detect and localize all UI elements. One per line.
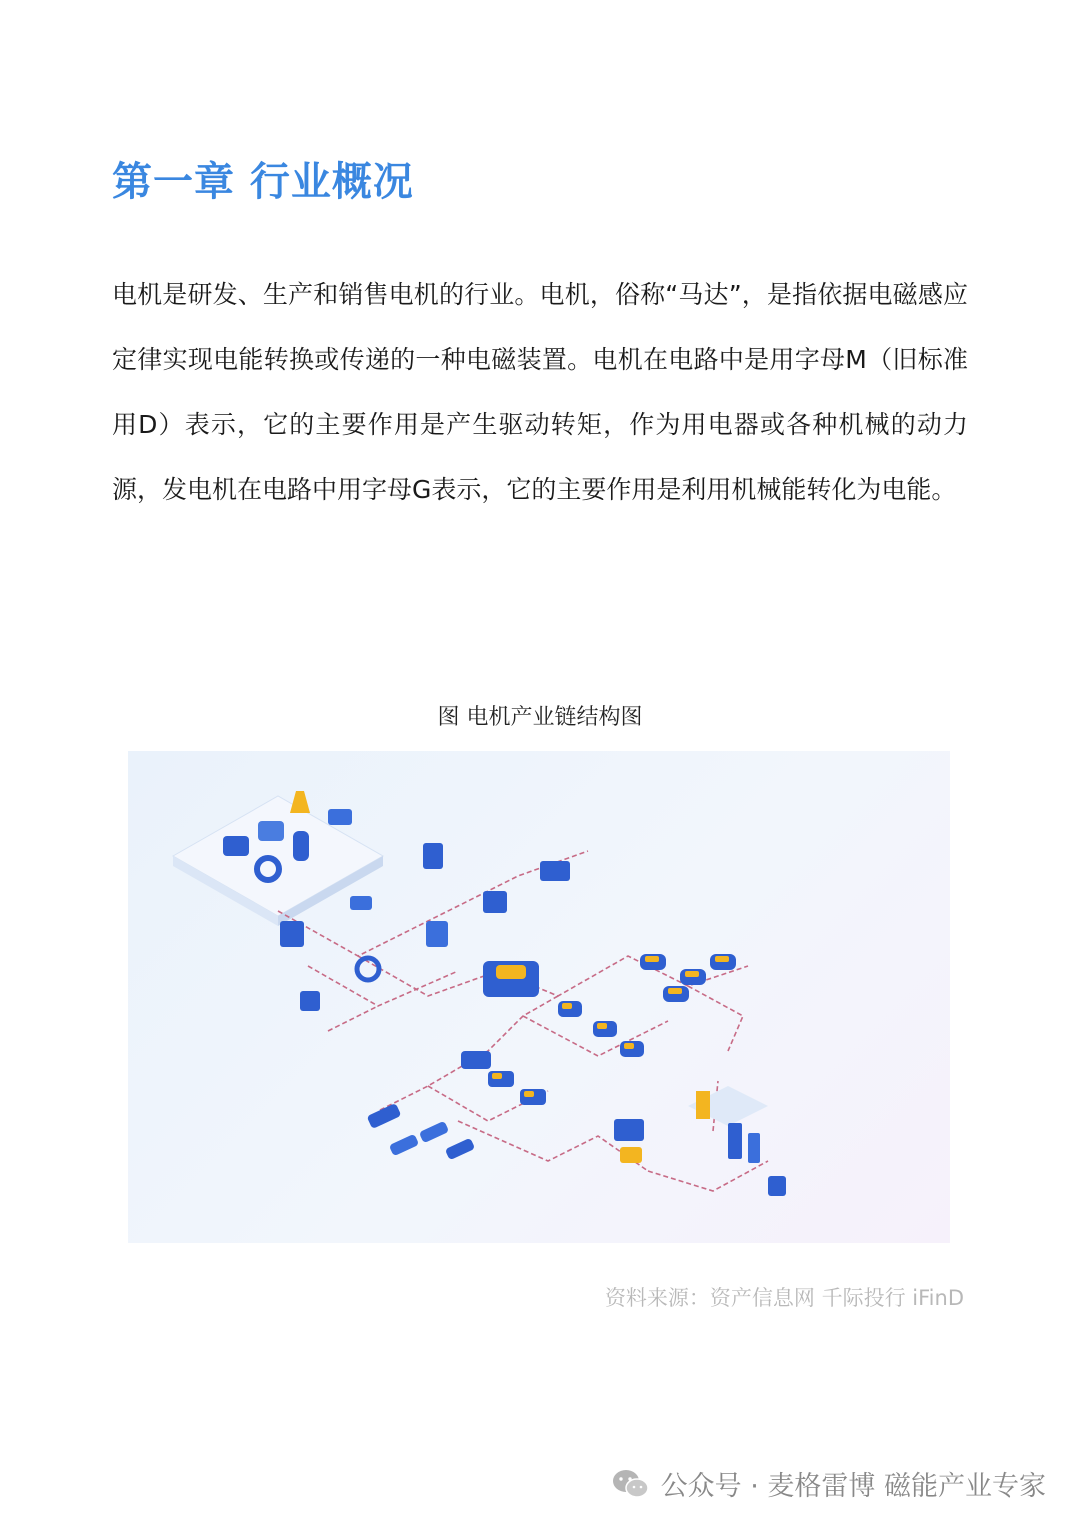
charging-station-icon [614, 1119, 644, 1141]
truck-group [461, 1051, 546, 1105]
material-block-icon [223, 836, 249, 856]
passenger-car-group [640, 954, 736, 1002]
motor-icon [540, 861, 570, 881]
chip-icon [300, 991, 320, 1011]
battery-pack-icon [426, 921, 448, 947]
material-block-icon [328, 809, 352, 825]
storage-cabinet-icon [728, 1123, 742, 1159]
chapter-title: 第一章 行业概况 [112, 159, 414, 205]
battery-module-icon [483, 891, 507, 913]
car-icon [496, 965, 526, 979]
footer-text: 公众号 · 麦格雷博 磁能产业专家 [660, 1471, 1046, 1502]
industry-chain-illustration [128, 751, 950, 1243]
wind-turbine-icon [696, 1091, 710, 1119]
commercial-car-group [558, 1001, 644, 1057]
charging-pile-icon [620, 1147, 642, 1163]
material-block-icon [258, 821, 284, 841]
bus-group [367, 1103, 476, 1160]
battery-icon [423, 843, 443, 869]
flask-icon [290, 791, 310, 813]
body-paragraph: 电机是研发、生产和销售电机的行业。电机，俗称“马达”，是指依据电磁感应定律实现电能转换或传递的一种电磁装置。电机在电路中是用字母M（旧标准用D）表示，它的主要作用是产生驱动转矩，作为用电器或各种机械的动力源，发电机在电路中用字母G表示，它的主要作用是利用机械能转化为电能。 [112, 280, 968, 504]
storage-cabinet-icon [748, 1133, 760, 1163]
cable-icon [350, 896, 372, 910]
wechat-icon [611, 1467, 651, 1501]
cylinder-icon [293, 831, 309, 861]
footer-attribution [611, 1464, 1046, 1503]
server-icon [768, 1176, 786, 1196]
industry-chain-diagram [128, 751, 950, 1243]
material-block-icon [280, 921, 304, 947]
source-note: 资料来源：资产信息网 千际投行 iFinD [604, 1286, 964, 1310]
figure-caption: 图 电机产业链结构图 [437, 705, 643, 730]
